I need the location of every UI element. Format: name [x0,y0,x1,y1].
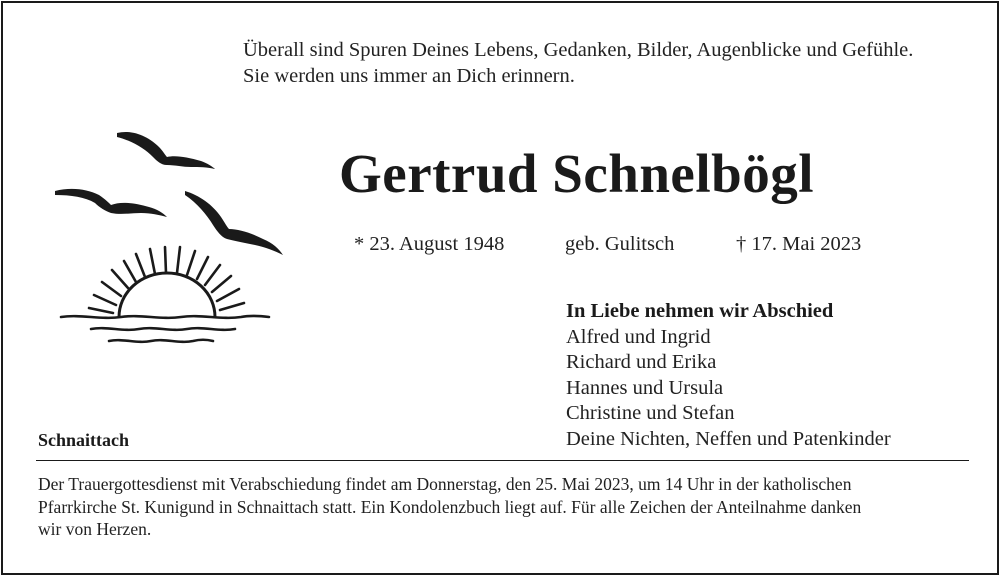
mourner-item: Christine und Stefan [566,402,735,424]
mourner-item: Deine Nichten, Neffen und Patenkinder [566,427,891,450]
obituary-card [1,1,999,575]
service-line-3: wir von Herzen. [38,519,152,539]
mourner-item: Alfred und Ingrid [566,325,711,348]
service-line-2: Pfarrkirche St. Kunigund in Schnaittach statt. Ein Kondolenzbuch liegt auf. Für alle Zeichen der Anteilnahme danken [38,496,862,517]
service-line-1: Der Trauergottesdienst mit Verabschiedung findet am Donnerstag, den 25. Mai 2023, um 14 Uhr in der katholischen [38,474,852,494]
deceased-name: Gertrud Schnelbögl [339,143,814,204]
seagulls-sunset-artwork [51,125,291,355]
divider-line [36,460,969,461]
funeral-service-notice [38,473,973,541]
sunset-icon [89,247,244,313]
mourners-heading: In Liebe nehmen wir Abschied [566,300,834,322]
water-waves-icon [61,316,269,342]
seagull-icon [185,191,283,255]
mourners-list [566,299,891,452]
place-name: Schnaittach [38,430,130,450]
memorial-quote [243,37,913,89]
seagull-icon [55,189,167,217]
birth-name: geb. Gulitsch [565,233,675,255]
quote-line-2: Sie werden uns immer an Dich erinnern. [243,65,575,87]
mourner-item: Hannes und Ursula [566,376,724,399]
birth-date: * 23. August 1948 [354,233,505,255]
mourner-item: Richard und Erika [566,351,717,373]
quote-line-1: Überall sind Spuren Deines Lebens, Gedanken, Bilder, Augenblicke und Gefühle. [243,39,914,61]
seagull-icon [117,132,215,169]
death-date: † 17. Mai 2023 [736,233,862,255]
